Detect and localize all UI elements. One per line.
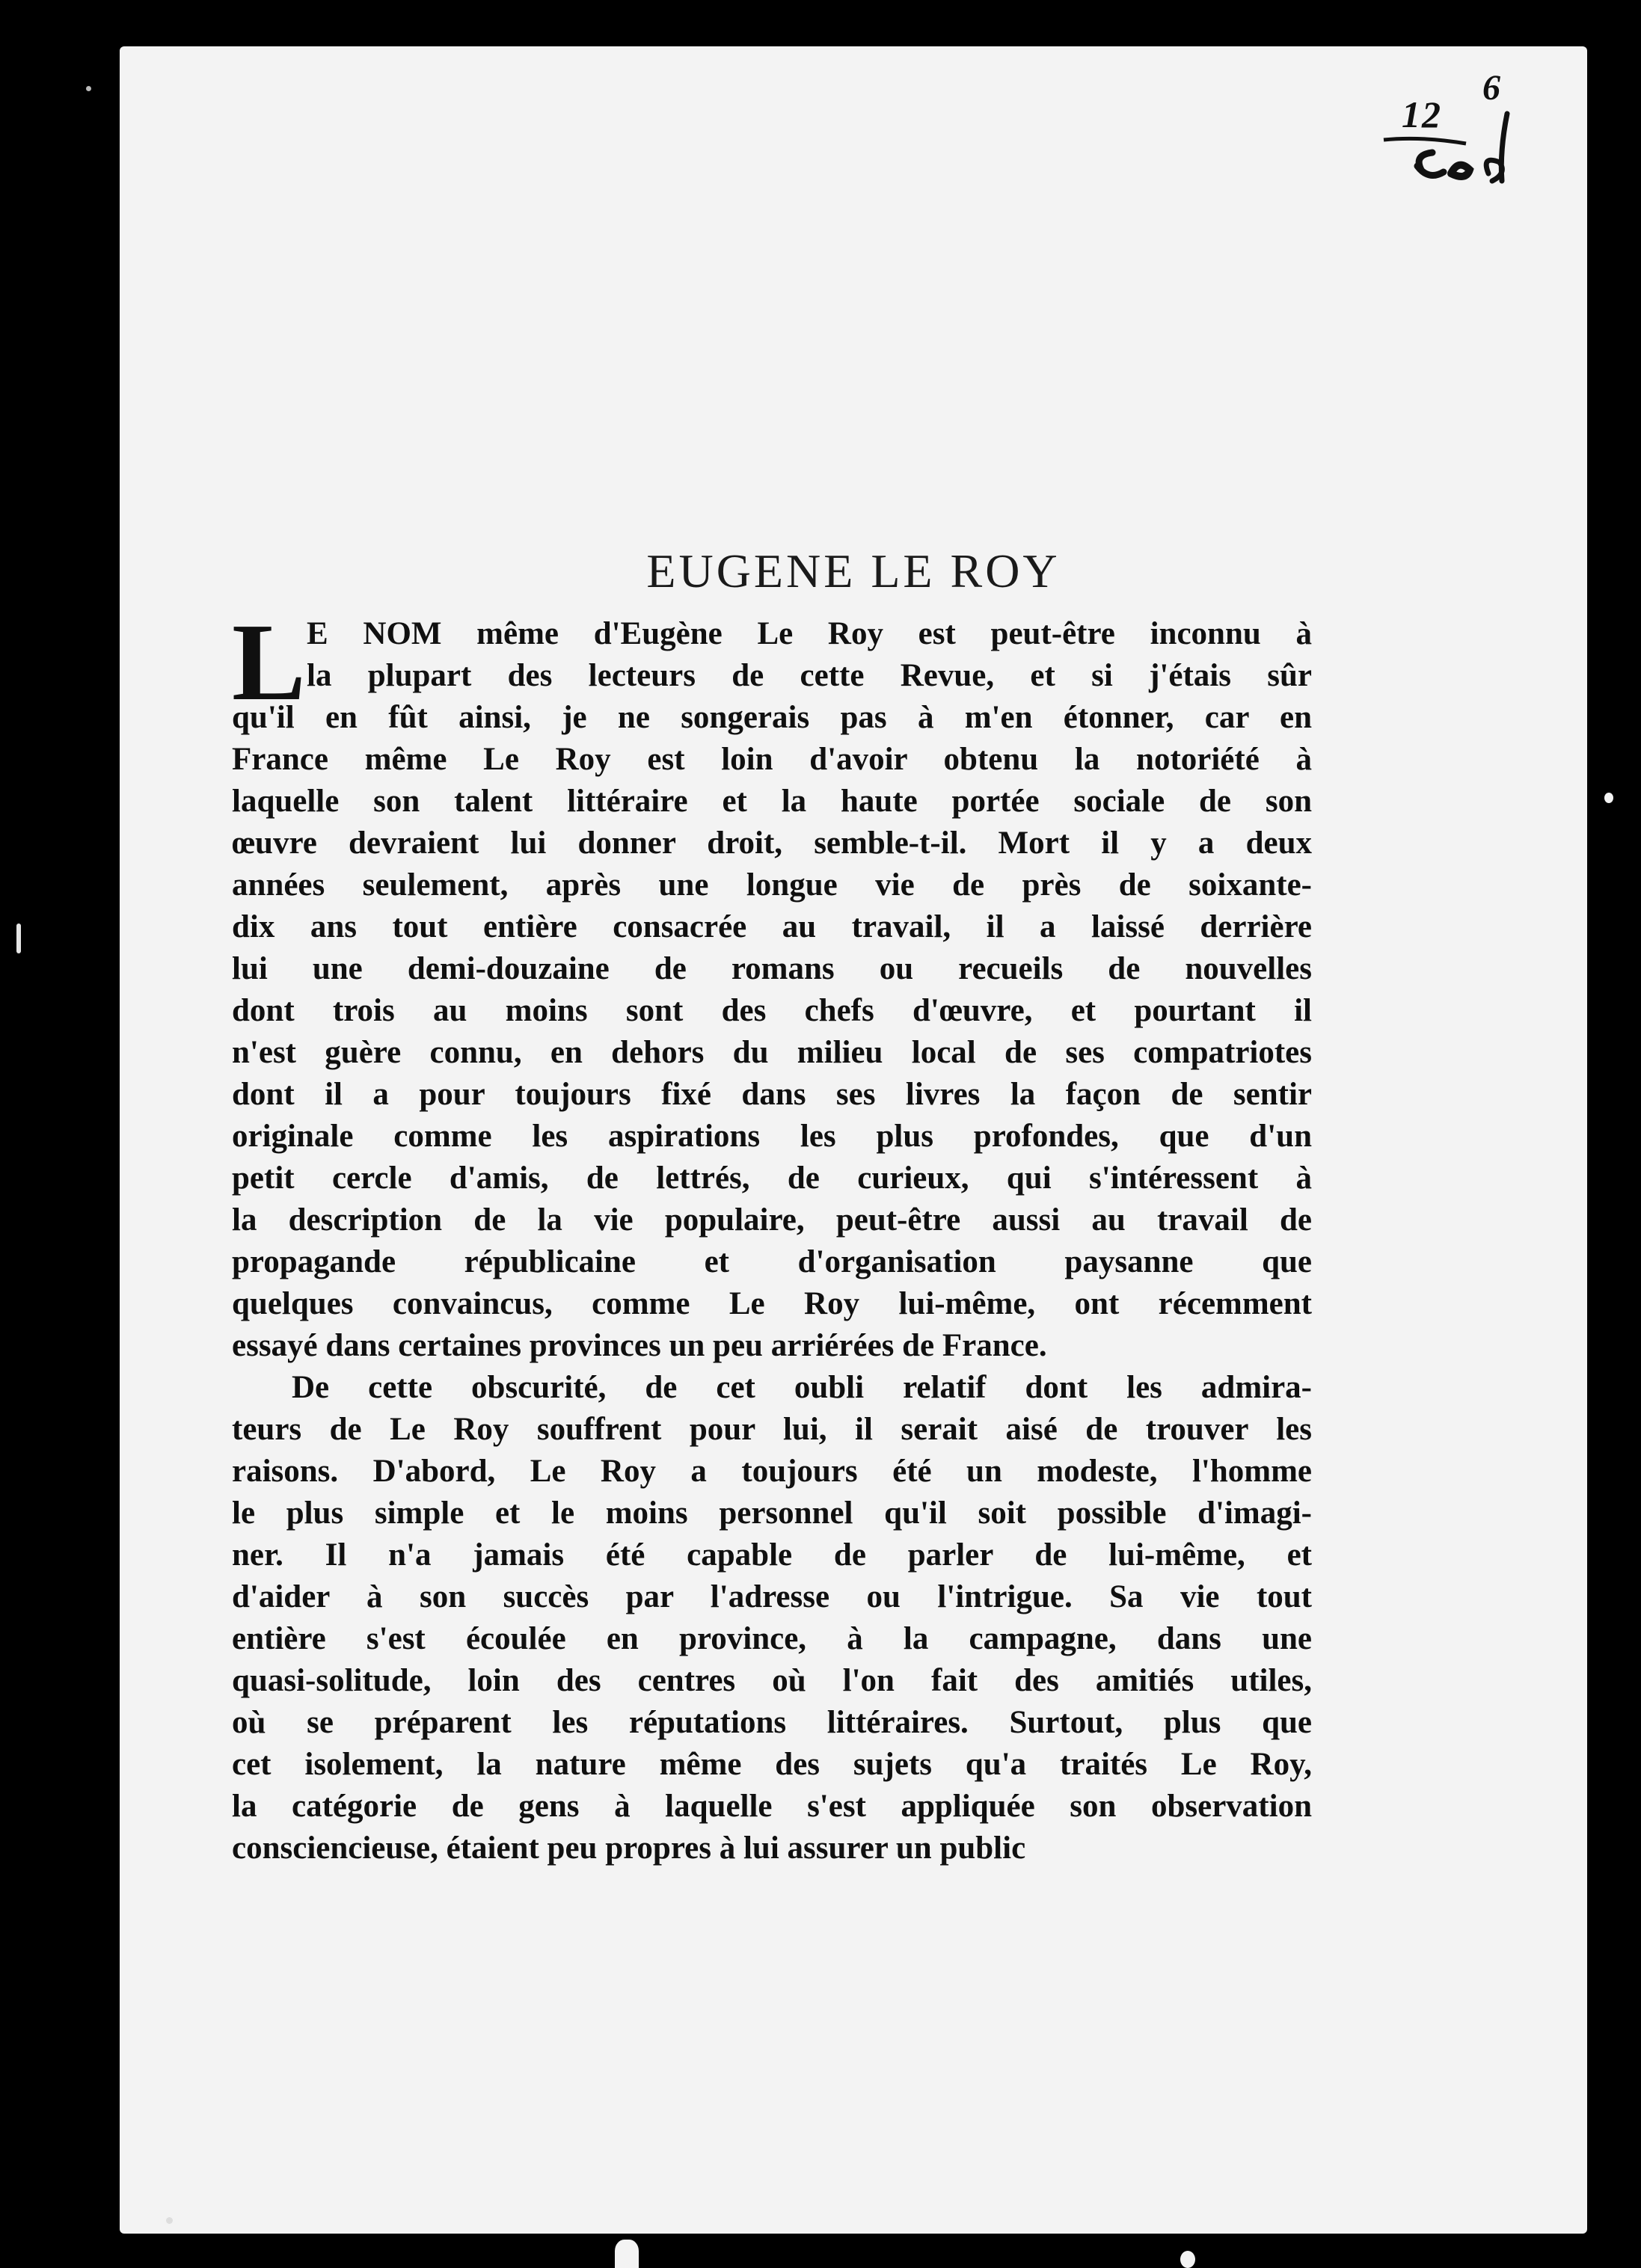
handwritten-annotation bbox=[1376, 61, 1548, 226]
text-line: propagande républicaine et d'organisation paysanne que bbox=[232, 1244, 1312, 1279]
text-line: lui une demi-douzaine de romans ou recueils de nouvelles bbox=[232, 951, 1312, 986]
text-line: qu'il en fût ainsi, je ne songerais pas à m'en étonner, car en bbox=[232, 700, 1312, 735]
text-line: où se préparent les réputations littéraires. Surtout, plus que bbox=[232, 1705, 1312, 1740]
scan-speck bbox=[16, 924, 21, 953]
text-line: France même Le Roy est loin d'avoir obtenu la notoriété à bbox=[232, 742, 1312, 777]
text-line: la description de la vie populaire, peut-être aussi au travail de bbox=[232, 1202, 1312, 1238]
text-line: œuvre devraient lui donner droit, semble-t-il. Mort il y a deux bbox=[232, 826, 1312, 861]
scan-speck bbox=[1180, 2251, 1195, 2268]
text-line: ner. Il n'a jamais été capable de parler de lui-même, et bbox=[232, 1537, 1312, 1573]
text-line: consciencieuse, étaient peu propres à lui assurer un public bbox=[232, 1831, 1026, 1866]
article-title: EUGENE LE ROY bbox=[646, 544, 1061, 597]
text-line: De cette obscurité, de cet oubli relatif dont les admira- bbox=[292, 1370, 1312, 1405]
text-line: originale comme les aspirations les plus profondes, que d'un bbox=[232, 1119, 1312, 1154]
page-number-annotation: 12 bbox=[1402, 93, 1442, 135]
scan-speck bbox=[615, 2240, 639, 2268]
paragraph-2 bbox=[232, 1367, 1312, 1869]
text-line: années seulement, après une longue vie de près de soixante- bbox=[232, 867, 1312, 903]
text-line: essayé dans certaines provinces un peu arriérées de France. bbox=[232, 1328, 1047, 1363]
text-line: cet isolement, la nature même des sujets qu'a traités Le Roy, bbox=[232, 1747, 1312, 1782]
scan-speck bbox=[1604, 793, 1613, 803]
paragraph-1 bbox=[232, 601, 1312, 1367]
text-line: dont trois au moins sont des chefs d'œuvre, et pourtant il bbox=[232, 993, 1312, 1028]
text-line: petit cercle d'amis, de lettrés, de curieux, qui s'intéressent à bbox=[232, 1161, 1312, 1196]
scan-speck bbox=[166, 2217, 173, 2224]
handwritten-initials-mark bbox=[1376, 61, 1548, 226]
text-line: dix ans tout entière consacrée au travail, il a laissé derrière bbox=[232, 909, 1312, 944]
text-line: quelques convaincus, comme Le Roy lui-même, ont récemment bbox=[232, 1286, 1312, 1321]
text-line: dont il a pour toujours fixé dans ses livres la façon de sentir bbox=[232, 1077, 1312, 1112]
text-line: laquelle son talent littéraire et la haute portée sociale de son bbox=[232, 784, 1312, 819]
text-line: n'est guère connu, en dehors du milieu local de ses compatriotes bbox=[232, 1035, 1312, 1070]
text-line: teurs de Le Roy souffrent pour lui, il serait aisé de trouver les bbox=[232, 1412, 1312, 1447]
article-body bbox=[232, 601, 1312, 1869]
text-line: d'aider à son succès par l'adresse ou l'intrigue. Sa vie tout bbox=[232, 1579, 1312, 1614]
text-line: raisons. D'abord, Le Roy a toujours été un modeste, l'homme bbox=[232, 1454, 1312, 1489]
annotation-superscript: 6 bbox=[1482, 68, 1500, 108]
text-line: la plupart des lecteurs de cette Revue, et si j'étais sûr bbox=[307, 658, 1312, 693]
scan-speck bbox=[86, 86, 91, 91]
text-line: le plus simple et le moins personnel qu'il soit possible d'imagi- bbox=[232, 1496, 1312, 1531]
text-line: entière s'est écoulée en province, à la campagne, dans une bbox=[232, 1621, 1312, 1656]
text-line: quasi-solitude, loin des centres où l'on fait des amitiés utiles, bbox=[232, 1663, 1312, 1698]
text-line: E NOM même d'Eugène Le Roy est peut-être inconnu à bbox=[307, 616, 1312, 651]
drop-cap: L bbox=[232, 601, 306, 724]
text-line: la catégorie de gens à laquelle s'est appliquée son observation bbox=[232, 1789, 1312, 1824]
